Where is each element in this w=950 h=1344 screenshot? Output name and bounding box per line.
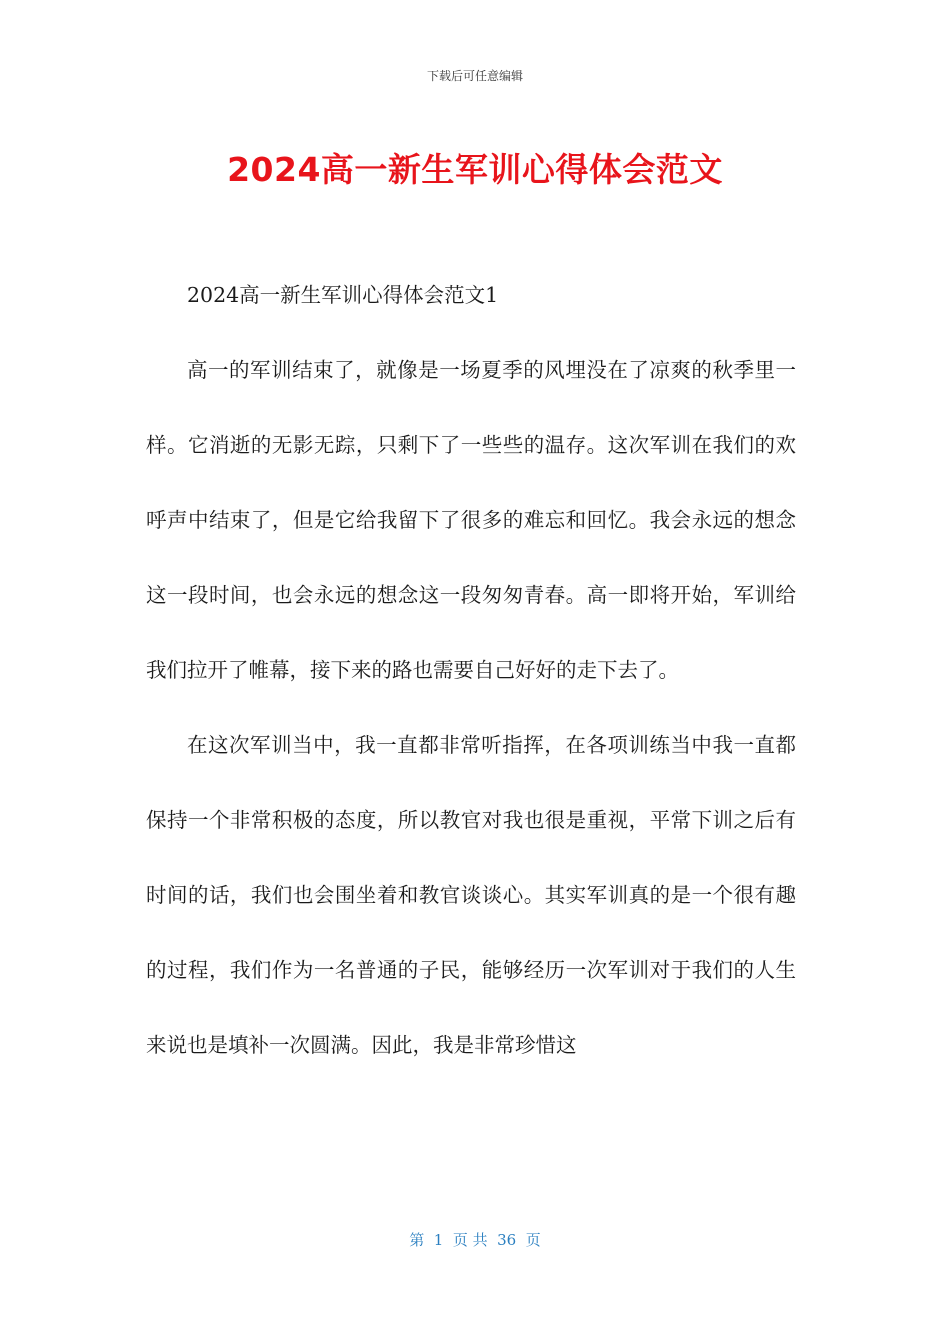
document-title: 2024高一新生军训心得体会范文 (227, 150, 723, 189)
section-heading: 2024高一新生军训心得体会范文1 (187, 283, 499, 307)
page-number: 第 1 页 共 36 页 (409, 1231, 541, 1249)
paragraph-1: 高一的军训结束了，就像是一场夏季的风埋没在了凉爽的秋季里一样。它消逝的无影无踪，只剩下了一些些的温存。这次军训在我们的欢呼声中结束了，但是它给我留下了很多的难忘和回忆。我会永远的想念这一段时间，也会永远的想念这一段匆匆青春。高一即将开始，军训给我们拉开了帷幕，接下来的路也需要自己好好的走下去了。 (146, 358, 796, 682)
paragraph-2: 在这次军训当中，我一直都非常听指挥，在各项训练当中我一直都保持一个非常积极的态度，所以教官对我也很是重视，平常下训之后有时间的话，我们也会围坐着和教官谈谈心。其实军训真的是一个很有趣的过程，我们作为一名普通的子民，能够经历一次军训对于我们的人生来说也是填补一次圆满。因此，我是非常珍惜这 (146, 733, 796, 1057)
download-note: 下载后可任意编辑 (426, 69, 523, 83)
document-body (146, 258, 796, 1083)
